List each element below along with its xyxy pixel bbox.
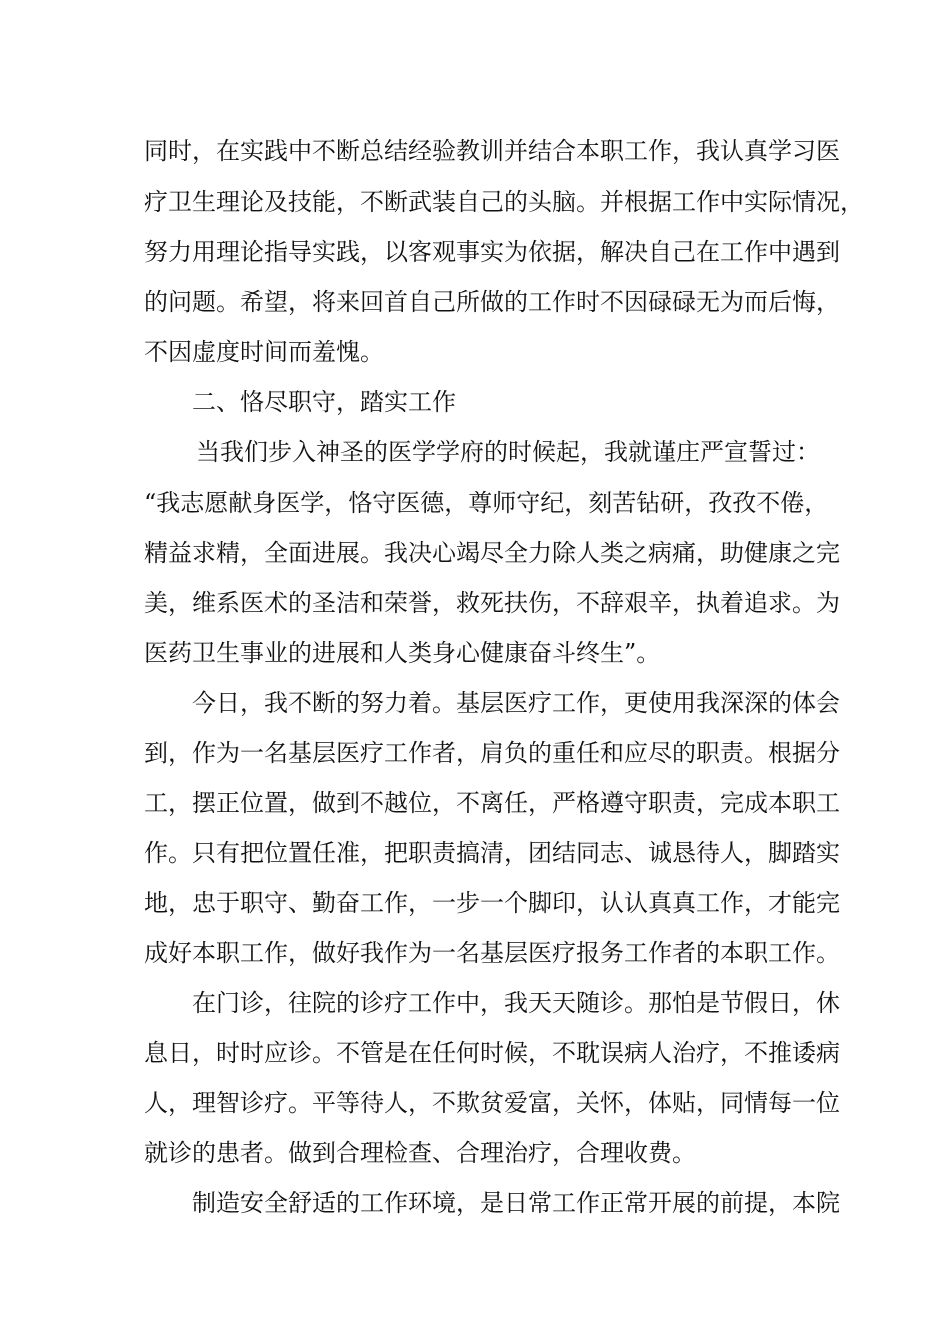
paragraph-line: 美，维系医术的圣洁和荣誉，救死扶伤，不辞艰辛，执着追求。为: [144, 589, 840, 617]
paragraph-line: 在门诊，往院的诊疗工作中，我天天随诊。那怕是节假日，休: [192, 989, 840, 1017]
paragraph-line: 同时，在实践中不断总结经验教训并结合本职工作，我认真学习医: [144, 137, 840, 165]
paragraph-line: 今日，我不断的努力着。基层医疗工作，更使用我深深的体会: [192, 689, 840, 717]
paragraph-line: 制造安全舒适的工作环境，是日常工作正常开展的前提，本院: [192, 1189, 840, 1217]
paragraph-line: 努力用理论指导实践，以客观事实为依据，解决自己在工作中遇到: [144, 238, 840, 266]
paragraph-line: 精益求精，全面进展。我决心竭尽全力除人类之病痛，助健康之完: [144, 539, 840, 567]
paragraph-line: 疗卫生理论及技能，不断武装自己的头脑。并根据工作中实际情况，: [144, 188, 864, 216]
section-heading: 二、恪尽职守，踏实工作: [192, 388, 456, 416]
paragraph-line: 成好本职工作，做好我作为一名基层医疗报务工作者的本职工作。: [144, 939, 840, 967]
paragraph-line: 不因虚度时间而羞愧。: [144, 338, 384, 366]
paragraph-line: 的问题。希望，将来回首自己所做的工作时不因碌碌无为而后悔，: [144, 288, 840, 316]
paragraph-line: “我志愿献身医学，恪守医德，尊师守纪，刻苦钻研，孜孜不倦，: [144, 489, 829, 517]
paragraph-line: 人，理智诊疗。平等待人，不欺贫爱富，关怀，体贴，同情每一位: [144, 1089, 840, 1117]
paragraph-line: 当我们步入神圣的医学学府的时候起，我就谨庄严宣誓过：: [196, 438, 820, 466]
paragraph-line: 作。只有把位置任准，把职责搞清，团结同志、诚恳待人，脚踏实: [144, 839, 840, 867]
paragraph-line: 到，作为一名基层医疗工作者，肩负的重任和应尽的职责。根据分: [144, 739, 840, 767]
paragraph-line: 医药卫生事业的进展和人类身心健康奋斗终生”。: [144, 639, 661, 667]
paragraph-line: 地，忠于职守、勤奋工作，一步一个脚印，认认真真工作，才能完: [144, 889, 840, 917]
paragraph-line: 就诊的患者。做到合理检查、合理治疗，合理收费。: [144, 1139, 696, 1167]
paragraph-line: 工，摆正位置，做到不越位，不离任，严格遵守职责，完成本职工: [144, 789, 840, 817]
paragraph-line: 息日，时时应诊。不管是在任何时候，不耽误病人治疗，不推诿病: [144, 1039, 840, 1067]
